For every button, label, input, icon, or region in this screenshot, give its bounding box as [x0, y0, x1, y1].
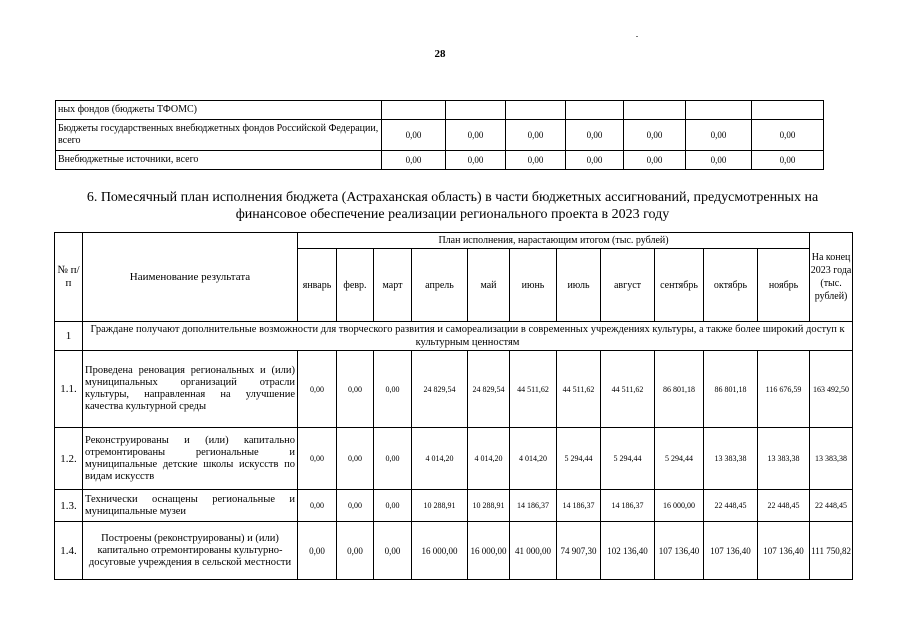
result-name: Технически оснащены региональные и муниципальные музеи [83, 490, 298, 522]
month-header: июль [557, 249, 601, 322]
result-value: 0,00 [337, 522, 374, 580]
budget-source-value: 0,00 [566, 120, 624, 151]
result-value: 44 511,62 [601, 351, 655, 428]
result-value: 4 014,20 [412, 428, 468, 490]
result-value: 0,00 [374, 351, 412, 428]
result-value: 16 000,00 [412, 522, 468, 580]
result-value: 44 511,62 [510, 351, 557, 428]
result-value: 86 801,18 [655, 351, 704, 428]
result-value: 14 186,37 [510, 490, 557, 522]
section-title [40, 189, 865, 223]
result-row [55, 490, 853, 522]
result-value: 0,00 [374, 490, 412, 522]
budget-source-value: 0,00 [686, 151, 752, 170]
result-value: 111 750,82 [810, 522, 853, 580]
budget-sources-table [55, 100, 824, 170]
month-header: ноябрь [758, 249, 810, 322]
header-row-1 [55, 233, 853, 249]
result-value: 102 136,40 [601, 522, 655, 580]
month-header: сентябрь [655, 249, 704, 322]
section-row [55, 322, 853, 351]
budget-source-value [752, 101, 824, 120]
budget-source-value: 0,00 [446, 151, 506, 170]
budget-source-label: Внебюджетные источники, всего [56, 151, 382, 170]
result-number: 1.1. [55, 351, 83, 428]
month-header: октябрь [704, 249, 758, 322]
budget-source-value: 0,00 [446, 120, 506, 151]
budget-source-value [506, 101, 566, 120]
result-value: 22 448,45 [758, 490, 810, 522]
result-value: 13 383,38 [704, 428, 758, 490]
result-number: 1.3. [55, 490, 83, 522]
result-value: 0,00 [337, 351, 374, 428]
budget-source-label: Бюджеты государственных внебюджетных фондов Российской Федерации, всего [56, 120, 382, 151]
result-value: 0,00 [298, 351, 337, 428]
result-value: 10 288,91 [468, 490, 510, 522]
result-value: 0,00 [374, 522, 412, 580]
budget-source-value: 0,00 [382, 151, 446, 170]
result-row [55, 351, 853, 428]
result-name: Реконструированы и (или) капитально отремонтированы региональные и муниципальные детские школы искусств по видам искусств [83, 428, 298, 490]
result-value: 0,00 [337, 428, 374, 490]
result-value: 14 186,37 [601, 490, 655, 522]
result-name: Проведена реновация региональных и (или) муниципальных организаций отрасли культуры, направленная на улучшение качества культурной среды [83, 351, 298, 428]
result-value: 0,00 [337, 490, 374, 522]
year-end-header: На конец 2023 года (тыс. рублей) [810, 233, 853, 322]
month-header: май [468, 249, 510, 322]
section-title-line-1: 6. Помесячный план исполнения бюджета (Астраханская область) в части бюджетных ассигнований, предусмотренных на [86, 190, 819, 205]
result-value: 0,00 [298, 428, 337, 490]
result-value: 107 136,40 [655, 522, 704, 580]
result-value: 116 676,59 [758, 351, 810, 428]
result-value: 0,00 [374, 428, 412, 490]
budget-source-label: ных фондов (бюджеты ТФОМС) [56, 101, 382, 120]
result-value: 0,00 [298, 522, 337, 580]
result-value: 5 294,44 [601, 428, 655, 490]
budget-source-value [446, 101, 506, 120]
month-header: июнь [510, 249, 557, 322]
result-value: 86 801,18 [704, 351, 758, 428]
budget-source-value [686, 101, 752, 120]
result-value: 13 383,38 [758, 428, 810, 490]
result-value: 41 000,00 [510, 522, 557, 580]
budget-source-value: 0,00 [566, 151, 624, 170]
budget-source-value [566, 101, 624, 120]
budget-source-value [624, 101, 686, 120]
budget-source-value: 0,00 [686, 120, 752, 151]
result-value: 74 907,30 [557, 522, 601, 580]
month-header: февр. [337, 249, 374, 322]
col-name-header: Наименование результата [83, 233, 298, 322]
result-value: 22 448,45 [704, 490, 758, 522]
result-value: 22 448,45 [810, 490, 853, 522]
month-header: апрель [412, 249, 468, 322]
result-value: 24 829,54 [412, 351, 468, 428]
result-value: 14 186,37 [557, 490, 601, 522]
result-value: 5 294,44 [655, 428, 704, 490]
result-value: 163 492,50 [810, 351, 853, 428]
col-num-header: № п/п [55, 233, 83, 322]
budget-source-value: 0,00 [382, 120, 446, 151]
month-header: январь [298, 249, 337, 322]
result-value: 13 383,38 [810, 428, 853, 490]
budget-source-row [56, 101, 824, 120]
result-value: 5 294,44 [557, 428, 601, 490]
result-value: 0,00 [298, 490, 337, 522]
result-row [55, 428, 853, 490]
budget-source-value: 0,00 [624, 151, 686, 170]
budget-source-value: 0,00 [506, 120, 566, 151]
budget-source-row [56, 120, 824, 151]
result-value: 107 136,40 [704, 522, 758, 580]
result-value: 10 288,91 [412, 490, 468, 522]
result-value: 44 511,62 [557, 351, 601, 428]
plan-group-header: План исполнения, нарастающим итогом (тыс. рублей) [298, 233, 810, 249]
section-text: Граждане получают дополнительные возможности для творческого развития и самореализации в современных учреждениях культуры, а также более широкий доступ к культурным ценностям [83, 322, 853, 351]
budget-source-value: 0,00 [752, 120, 824, 151]
result-name: Построены (реконструированы) и (или) капитально отремонтированы культурно-досуговые учреждения в сельской местности [83, 522, 298, 580]
result-value: 4 014,20 [510, 428, 557, 490]
page-number: 28 [434, 48, 446, 60]
budget-source-value: 0,00 [506, 151, 566, 170]
budget-source-row [56, 151, 824, 170]
result-value: 107 136,40 [758, 522, 810, 580]
section-title-line-2: финансовое обеспечение реализации регионального проекта в 2023 году [235, 207, 670, 222]
result-value: 4 014,20 [468, 428, 510, 490]
month-header: август [601, 249, 655, 322]
budget-source-value [382, 101, 446, 120]
result-value: 24 829,54 [468, 351, 510, 428]
result-number: 1.4. [55, 522, 83, 580]
result-value: 16 000,00 [468, 522, 510, 580]
budget-source-value: 0,00 [752, 151, 824, 170]
monthly-plan-table [54, 232, 853, 580]
section-number: 1 [55, 322, 83, 351]
result-number: 1.2. [55, 428, 83, 490]
scan-mark [636, 36, 638, 37]
budget-source-value: 0,00 [624, 120, 686, 151]
month-header: март [374, 249, 412, 322]
result-value: 16 000,00 [655, 490, 704, 522]
result-row [55, 522, 853, 580]
